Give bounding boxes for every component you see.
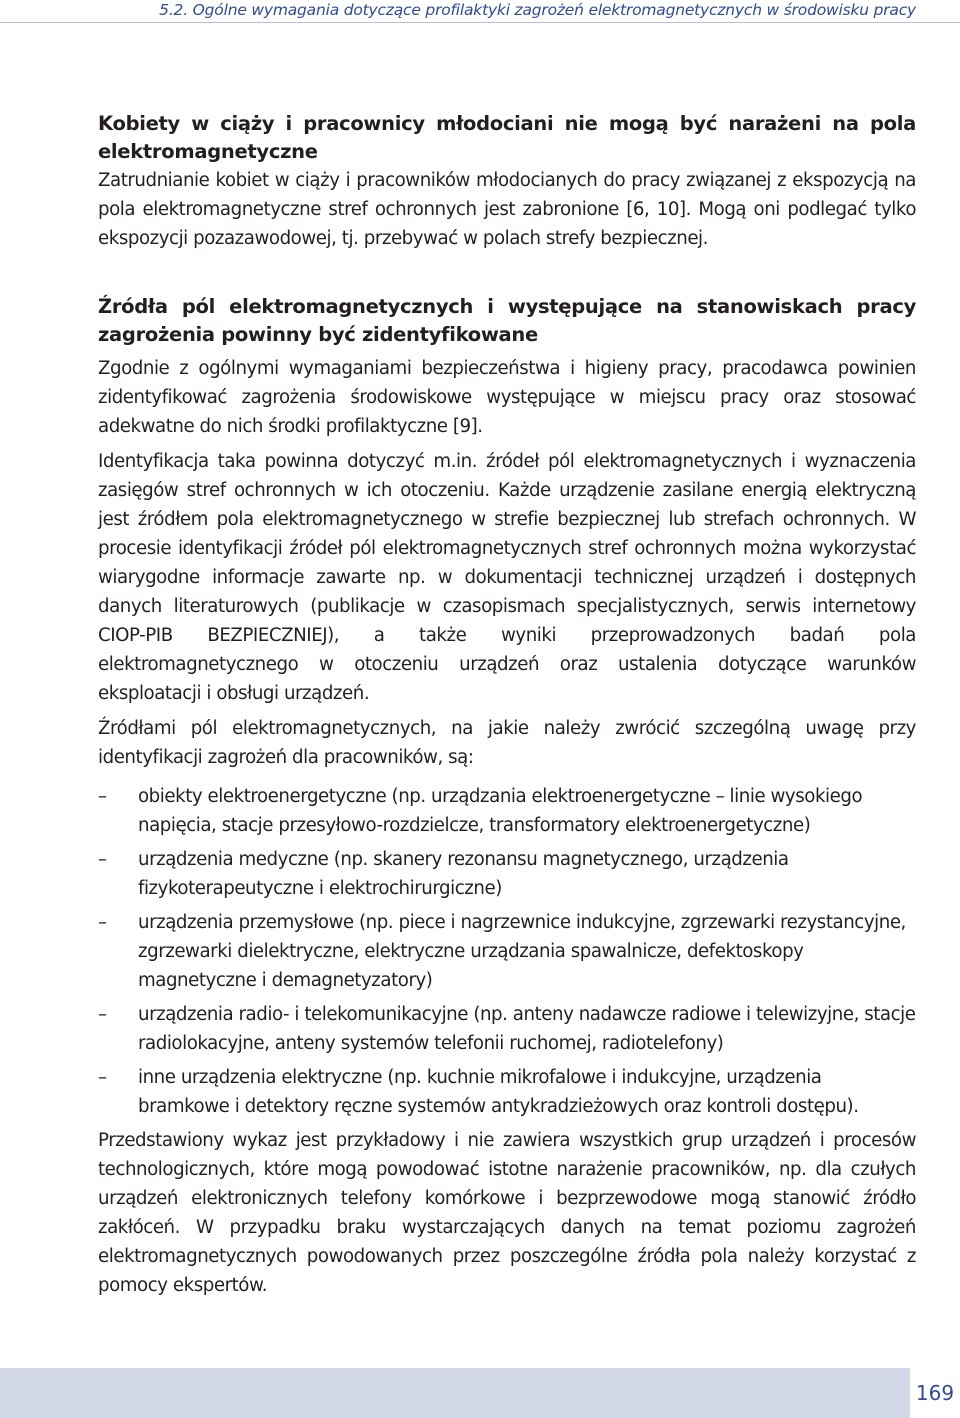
list-item-text: inne urządzenia elektryczne (np. kuchnie mikrofalowe i indukcyjne, urządzenia bramkowe i detektory ręczne systemów antykradzieżowych oraz kontroli dostępu). bbox=[138, 1067, 859, 1117]
section-em-sources bbox=[98, 293, 916, 1300]
body-paragraph: Identyfikacja taka powinna dotyczyć m.in. źródeł pól elektromagnetycznych i wyznaczenia zasięgów stref ochronnych w ich otoczeniu. Każde urządzenie zasilane energią elektryczną jest źródłem pola elektromagnetycznego w strefie bezpiecznej lub strefach ochronnych. W procesie identyfikacji źródeł pól elektromagnetycznych stref ochronnych można wykorzystać wiarygodne informacje zawarte np. w dokumentacji technicznej urządzeń i dostępnych danych literaturowych (publikacje w czasopismach specjalistycznych, serwis internetowy CIOP-PIB BEZPIECZNIEJ), a także wyniki przeprowadzonych badań pola elektromagnetycznego w otoczeniu urządzeń oraz ustalenia dotyczące warunków eksploatacji i obsługi urządzeń. bbox=[98, 451, 916, 704]
section-pregnant-workers bbox=[98, 110, 916, 253]
list-item-text: urządzenia radio- i telekomunikacyjne (np. anteny nadawcze radiowe i telewizyjne, stacje radiolokacyjne, anteny systemów telefonii ruchomej, radiotelefony) bbox=[138, 1004, 916, 1054]
list-item-text: urządzenia przemysłowe (np. piece i nagrzewnice indukcyjne, zgrzewarki rezystancyjne, zgrzewarki dielektryczne, elektryczne urządzania spawalnicze, defektoskopy magnetyczne i demagnetyzatory) bbox=[138, 912, 906, 991]
running-header: 5.2. Ogólne wymagania dotyczące profilaktyki zagrożeń elektromagnetycznych w środowisku pracy bbox=[159, 1, 916, 19]
list-item bbox=[98, 1063, 916, 1121]
list-item bbox=[98, 1000, 916, 1058]
list-dash: – bbox=[98, 912, 107, 933]
page-content bbox=[98, 110, 916, 1300]
list-item-text: urządzenia medyczne (np. skanery rezonansu magnetycznego, urządzenia fizykoterapeutyczne i elektrochirurgiczne) bbox=[138, 849, 789, 899]
body-paragraph: Źródłami pól elektromagnetycznych, na jakie należy zwrócić szczególną uwagę przy identyfikacji zagrożeń dla pracowników, są: bbox=[98, 718, 916, 768]
list-item-text: obiekty elektroenergetyczne (np. urządzania elektroenergetyczne – linie wysokiego napięcia, stacje przesyłowo-rozdzielcze, transformatory elektroenergetyczne) bbox=[138, 786, 863, 836]
section-heading: Źródła pól elektromagnetycznych i występujące na stanowiskach pracy zagrożenia powinny być zidentyfikowane bbox=[98, 295, 916, 346]
body-paragraph: Zatrudnianie kobiet w ciąży i pracowników młodocianych do pracy związanej z ekspozycją na pola elektromagnetyczne stref ochronnych jest zabronione [6, 10]. Mogą oni podlegać tylko ekspozycji pozazawodowej, tj. przebywać w polach strefy bezpiecznej. bbox=[98, 170, 916, 249]
list-item bbox=[98, 908, 916, 995]
list-item bbox=[98, 782, 916, 840]
footer-bar bbox=[0, 1368, 910, 1418]
list-item bbox=[98, 845, 916, 903]
body-paragraph: Zgodnie z ogólnymi wymaganiami bezpieczeństwa i higieny pracy, pracodawca powinien zidentyfikować zagrożenia środowiskowe występujące w miejscu pracy oraz stosować adekwatne do nich środki profilaktyczne [9]. bbox=[98, 358, 916, 437]
page-number: 169 bbox=[915, 1381, 955, 1405]
list-dash: – bbox=[98, 1067, 107, 1088]
list-dash: – bbox=[98, 1004, 107, 1025]
closing-paragraph: Przedstawiony wykaz jest przykładowy i nie zawiera wszystkich grup urządzeń i procesów technologicznych, które mogą powodować istotne narażenie pracowników, np. dla czułych urządzeń elektronicznych telefony komórkowe i bezprzewodowe mogą stanowić źródło zakłóceń. W przypadku braku wystarczających danych na temat poziomu zagrożeń elektromagnetycznych powodowanych przez poszczególne źródła pola należy korzystać z pomocy ekspertów. bbox=[98, 1130, 916, 1296]
section-heading: Kobiety w ciąży i pracownicy młodociani nie mogą być narażeni na pola elektromagnetyczne bbox=[98, 112, 916, 163]
em-sources-list bbox=[98, 782, 916, 1121]
list-dash: – bbox=[98, 849, 107, 870]
list-dash: – bbox=[98, 786, 107, 807]
